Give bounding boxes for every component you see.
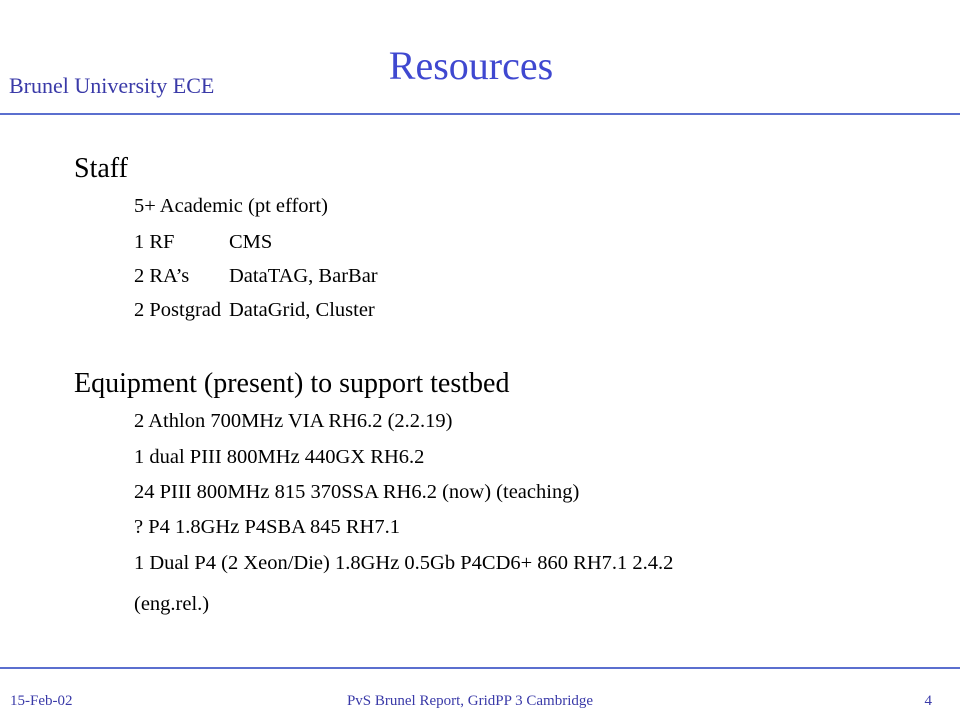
staff-role: DataTAG, BarBar — [229, 265, 378, 287]
footer-date: 15-Feb-02 — [10, 693, 73, 709]
staff-count: 2 Postgrad — [134, 299, 222, 321]
equipment-item: ? P4 1.8GHz P4SBA 845 RH7.1 — [134, 516, 400, 538]
top-divider — [0, 113, 960, 115]
organization-label: Brunel University ECE — [9, 73, 215, 98]
staff-role: DataGrid, Cluster — [229, 299, 375, 321]
footer-report-title: PvS Brunel Report, GridPP 3 Cambridge — [346, 693, 594, 709]
staff-heading: Staff — [74, 153, 128, 184]
bottom-divider — [0, 667, 960, 669]
equipment-item: 1 dual PIII 800MHz 440GX RH6.2 — [134, 446, 425, 468]
staff-count: 2 RA’s — [134, 265, 190, 287]
staff-role: CMS — [229, 231, 273, 253]
equipment-item: (eng.rel.) — [134, 593, 210, 615]
equipment-item: 24 PIII 800MHz 815 370SSA RH6.2 (now) (teaching) — [134, 481, 580, 503]
equipment-item: 2 Athlon 700MHz VIA RH6.2 (2.2.19) — [134, 410, 453, 432]
equipment-item: 1 Dual P4 (2 Xeon/Die) 1.8GHz 0.5Gb P4CD6+ 860 RH7.1 2.4.2 — [134, 552, 674, 574]
staff-summary: 5+ Academic (pt effort) — [134, 195, 328, 217]
equipment-heading: Equipment (present) to support testbed — [74, 368, 510, 399]
slide-title: Resources — [388, 43, 554, 88]
footer-page-number: 4 — [924, 693, 932, 709]
staff-count: 1 RF — [134, 231, 175, 253]
